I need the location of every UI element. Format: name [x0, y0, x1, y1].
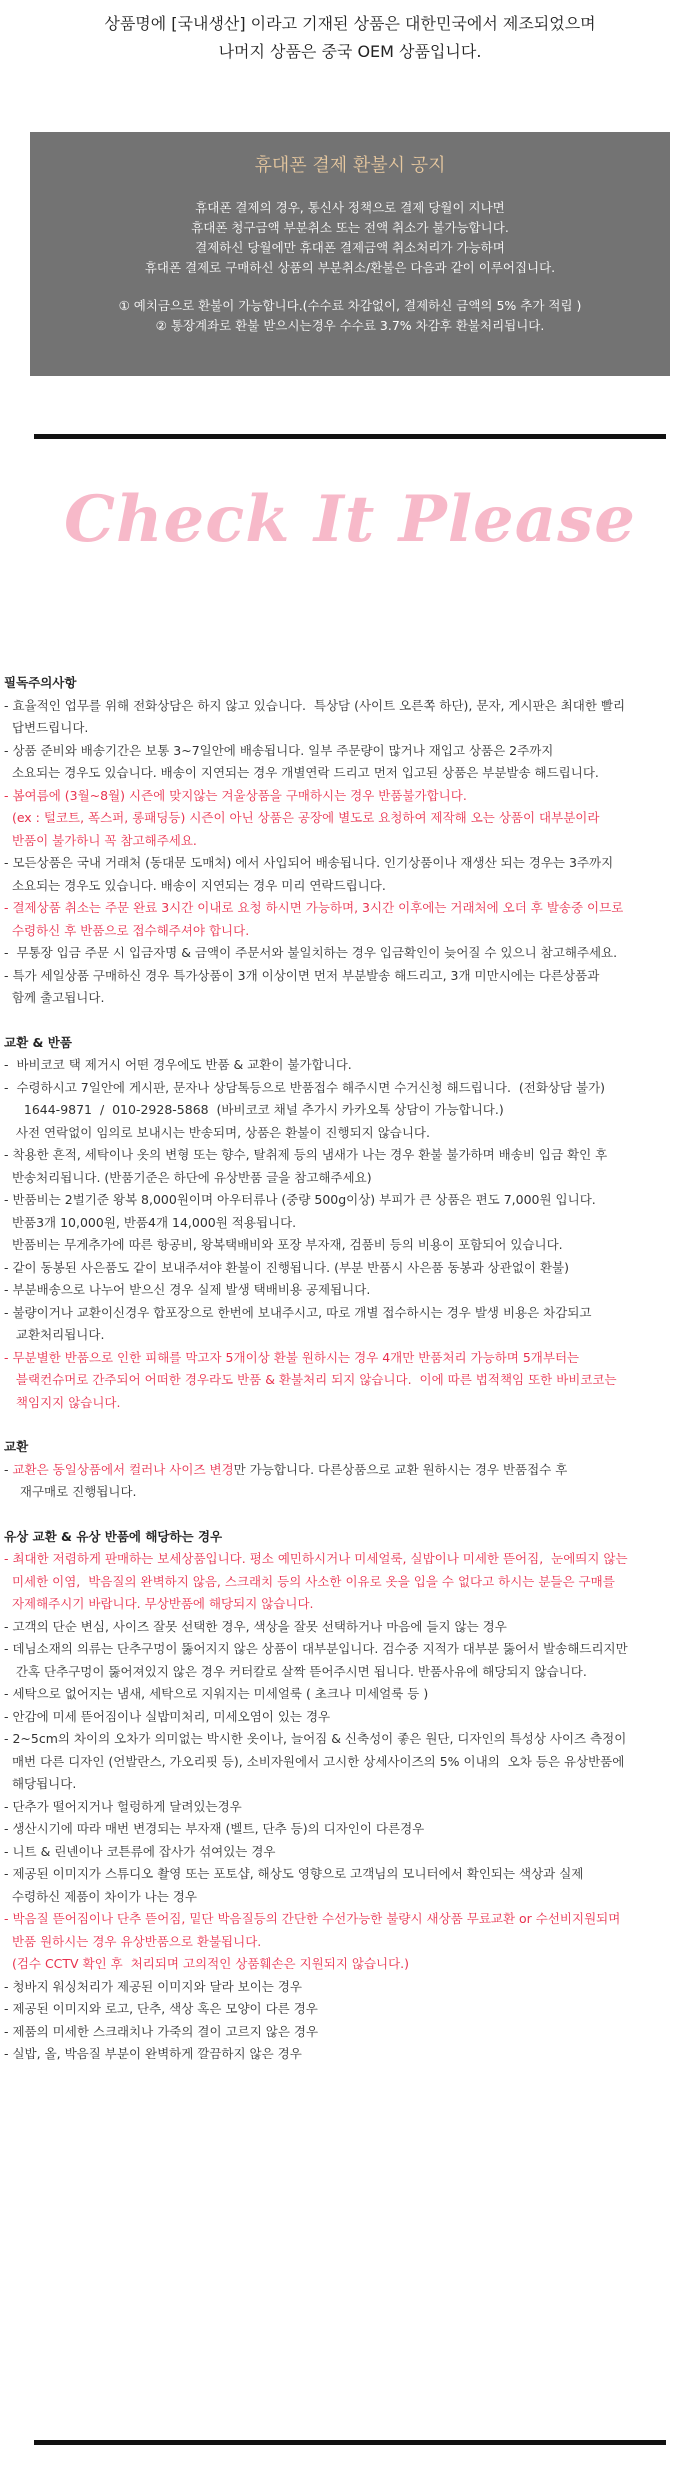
- policy-content: [4, 672, 684, 2066]
- exchange-return-section: [4, 1032, 684, 1415]
- divider-top: [34, 434, 666, 439]
- intro-notice: [0, 10, 700, 66]
- policy-line: - 착용한 흔적, 세탁이나 옷의 변형 또는 향수, 탈취제 등의 냄새가 나는 경우 환불 불가하며 배송비 입금 확인 후: [4, 1147, 608, 1162]
- policy-line: - 청바지 워싱처리가 제공된 이미지와 달라 보이는 경우: [4, 1978, 302, 1994]
- policy-line: 답변드립니다.: [4, 720, 89, 735]
- intro-line: 나머지 상품은 중국 OEM 상품입니다.: [218, 42, 482, 61]
- policy-line: 블랙컨슈머로 간주되어 어떠한 경우라도 반품 & 환불처리 되지 않습니다. 이에 따른 법적책임 또한 바비코코는: [4, 1372, 617, 1387]
- policy-line: - 상품 준비와 배송기간은 보통 3~7일안에 배송됩니다. 일부 주문량이 많거나 재입고 상품은 2주까지: [4, 742, 554, 758]
- policy-line: 소요되는 경우도 있습니다. 배송이 지연되는 경우 개별연락 드리고 먼저 입고된 상품은 부분발송 해드립니다.: [4, 765, 599, 780]
- policy-line: - 2~5cm의 차이의 오차가 의미없는 박시한 옷이나, 늘어짐 & 신축성이 좋은 원단, 디자인의 특성상 사이즈 측정이: [4, 1731, 627, 1746]
- caution-lines: [4, 695, 684, 1010]
- policy-line: 교환처리됩니다.: [4, 1327, 105, 1342]
- policy-line: - 모든상품은 국내 거래처 (동대문 도매처) 에서 사입되어 배송됩니다. 인기상품이나 재생산 되는 경우는 3주까지: [4, 855, 614, 870]
- payment-refund-notice-box: [30, 132, 670, 376]
- policy-line: - 반품비는 2벌기준 왕복 8,000원이며 아우터류나 (중량 500g이상) 부피가 큰 상품은 편도 7,000원 입니다.: [4, 1192, 596, 1207]
- policy-line: 사전 연락없이 임의로 보내시는 반송되며, 상품은 환불이 진행되지 않습니다.: [4, 1124, 430, 1140]
- policy-line: - 수령하시고 7일안에 게시판, 문자나 상담톡등으로 반품접수 해주시면 수거신청 해드립니다. (전화상담 불가): [4, 1079, 606, 1095]
- policy-line: - 바비코코 택 제거시 어떤 경우에도 반품 & 교환이 불가합니다.: [4, 1057, 352, 1072]
- exchange-return-lines: [4, 1054, 684, 1414]
- policy-line: - 결제상품 취소는 주문 완료 3시간 이내로 요청 하시면 가능하며, 3시간 이후에는 거래처에 오더 후 발송중 이므로: [4, 900, 624, 915]
- policy-line: - 니트 & 린넨이나 코튼류에 잡사가 섞여있는 경우: [4, 1843, 276, 1859]
- notice-title: 휴대폰 결제 환불시 공지: [254, 155, 446, 176]
- notice-item: ① 예치금으로 환불이 가능합니다.(수수료 차감없이, 결제하신 금액의 5% 추가 적립 ): [118, 298, 582, 313]
- check-it-please-heading: Check It Please: [64, 482, 636, 557]
- policy-line: - 무통장 입금 주문 시 입금자명 & 금액이 주문서와 불일치하는 경우 입금확인이 늦어질 수 있으니 참고해주세요.: [4, 945, 618, 960]
- policy-line: - 단추가 떨어지거나 헐렁하게 달려있는경우: [4, 1798, 242, 1814]
- policy-line: 간혹 단추구멍이 뚫어져있지 않은 경우 커터칼로 살짝 뜯어주시면 됩니다. 반품사유에 해당되지 않습니다.: [4, 1663, 587, 1679]
- policy-line: - 불량이거나 교환이신경우 합포장으로 한번에 보내주시고, 따로 개별 접수하시는 경우 발생 비용은 차감되고: [4, 1304, 592, 1320]
- policy-line: - 실밥, 올, 박음질 부분이 완벽하게 깔끔하지 않은 경우: [4, 2046, 302, 2061]
- intro-line: 상품명에 [국내생산] 이라고 기재된 상품은 대한민국에서 제조되었으며: [104, 14, 596, 33]
- policy-line: - 무분별한 반품으로 인한 피해를 막고자 5개이상 환불 원하시는 경우 4개만 반품처리 가능하며 5개부터는: [4, 1349, 580, 1365]
- policy-line: 매번 다른 디자인 (언발란스, 가오리핏 등), 소비자원에서 고시한 상세사이즈의 5% 이내의 오차 등은 유상반품에: [4, 1753, 625, 1769]
- policy-line: (ex : 털코트, 폭스퍼, 롱패딩등) 시즌이 아닌 상품은 공장에 별도로 요청하여 제작해 오는 상품이 대부분이라: [4, 810, 600, 825]
- notice-body-line: 휴대폰 결제의 경우, 통신사 정책으로 결제 당월이 지나면: [195, 200, 505, 215]
- policy-line: - 제공된 이미지와 로고, 단추, 색상 혹은 모양이 다른 경우: [4, 2001, 318, 2016]
- notice-item: ② 통장계좌로 환불 받으시는경우 수수료 3.7% 차감후 환불처리됩니다.: [155, 318, 545, 333]
- policy-line: - 부분배송으로 나누어 받으신 경우 실제 발생 택배비용 공제됩니다.: [4, 1282, 371, 1297]
- policy-line: 책임지지 않습니다.: [4, 1394, 121, 1410]
- policy-line: [4, 1459, 684, 1482]
- notice-body: [30, 198, 670, 278]
- exchange-lines: [4, 1459, 684, 1504]
- policy-line-part: 만 가능합니다. 다른상품으로 교환 원하시는 경우 반품접수 후: [233, 1461, 568, 1477]
- notice-body-line: 휴대폰 청구금액 부분취소 또는 전액 취소가 불가능합니다.: [191, 220, 509, 235]
- policy-line: 반품비는 무게추가에 따른 항공비, 왕복택배비와 포장 부자재, 검품비 등의 비용이 포함되어 있습니다.: [4, 1237, 563, 1252]
- policy-line: - 특가 세일상품 구매하신 경우 특가상품이 3개 이상이면 먼저 부분발송 해드리고, 3개 미만시에는 다른상품과: [4, 967, 600, 983]
- notice-items: [30, 296, 670, 336]
- policy-line: - 안감에 미세 뜯어짐이나 실밥미처리, 미세오염이 있는 경우: [4, 1708, 331, 1724]
- policy-line: - 봄여름에 (3월~8월) 시즌에 맞지않는 겨울상품을 구매하시는 경우 반품불가합니다.: [4, 787, 467, 803]
- policy-line: 반품 원하시는 경우 유상반품으로 환불됩니다.: [4, 1933, 262, 1949]
- policy-line: 1644-9871 / 010-2928-5868 (바비코코 채널 추가시 카카오톡 상담이 가능합니다.): [4, 1102, 504, 1117]
- policy-line: 자제해주시기 바랍니다. 무상반품에 해당되지 않습니다.: [4, 1596, 314, 1611]
- policy-line: 반품3개 10,000원, 반품4개 14,000원 적용됩니다.: [4, 1214, 297, 1230]
- policy-line: 반송처리됩니다. (반품기준은 하단에 유상반품 글을 참고해주세요): [4, 1169, 372, 1185]
- notice-body-line: 결제하신 당월에만 휴대폰 결제금액 취소처리가 가능하며: [195, 240, 505, 255]
- policy-line: 미세한 이염, 박음질의 완벽하지 않음, 스크래치 등의 사소한 이유로 옷을 입을 수 없다고 하시는 분들은 구매를: [4, 1573, 615, 1589]
- policy-line: 해당됩니다.: [4, 1776, 77, 1791]
- policy-line: 수령하신 후 반품으로 접수해주셔야 합니다.: [4, 922, 250, 938]
- policy-line: - 최대한 저렴하게 판매하는 보세상품입니다. 평소 예민하시거나 미세얼룩, 실밥이나 미세한 뜯어짐, 눈에띄지 않는: [4, 1551, 628, 1566]
- policy-line: 재구매로 진행됩니다.: [4, 1484, 137, 1499]
- policy-line: (검수 CCTV 확인 후 처리되며 고의적인 상품훼손은 지원되지 않습니다.): [4, 1956, 410, 1971]
- policy-line: 반품이 불가하니 꼭 참고해주세요.: [4, 832, 197, 848]
- divider-bottom: [34, 2440, 666, 2445]
- policy-line: - 제품의 미세한 스크래치나 가죽의 결이 고르지 않은 경우: [4, 2023, 319, 2039]
- policy-line: - 박음질 뜯어짐이나 단추 뜯어짐, 밑단 박음질등의 간단한 수선가능한 불량시 새상품 무료교환 or 수선비지원되며: [4, 1911, 621, 1926]
- policy-line: - 고객의 단순 변심, 사이즈 잘못 선택한 경우, 색상을 잘못 선택하거나 마음에 들지 않는 경우: [4, 1618, 507, 1634]
- exchange-return-title: 교환 & 반품: [4, 1034, 72, 1050]
- policy-line: - 생산시기에 따라 매번 변경되는 부자재 (벨트, 단추 등)의 디자인이 다른경우: [4, 1821, 425, 1836]
- policy-line-part: 교환은 동일상품에서 컬러나 사이즈 변경: [12, 1461, 234, 1477]
- notice-body-line: 휴대폰 결제로 구매하신 상품의 부분취소/환불은 다음과 같이 이루어집니다.: [144, 260, 556, 275]
- exchange-title: 교환: [4, 1439, 29, 1454]
- policy-line: 수령하신 제품이 차이가 나는 경우: [4, 1888, 197, 1904]
- caution-section: [4, 672, 684, 1010]
- policy-line: - 제공된 이미지가 스튜디오 촬영 또는 포토샵, 해상도 영향으로 고객님의 모니터에서 확인되는 색상과 실제: [4, 1866, 584, 1881]
- policy-line: - 데님소재의 의류는 단추구멍이 뚫어지지 않은 상품이 대부분입니다. 검수중 지적가 대부분 뚫어서 발송해드리지만: [4, 1641, 628, 1656]
- exchange-section: [4, 1436, 684, 1504]
- caution-title: 필독주의사항: [4, 675, 77, 690]
- policy-line: - 같이 동봉된 사은품도 같이 보내주셔야 환불이 진행됩니다. (부분 반품시 사은품 동봉과 상관없이 환불): [4, 1259, 569, 1275]
- paid-exchange-lines: [4, 1548, 684, 2066]
- paid-exchange-section: [4, 1526, 684, 2066]
- policy-line: 함께 출고됩니다.: [4, 990, 105, 1005]
- policy-line: - 세탁으로 없어지는 냄새, 세탁으로 지워지는 미세얼룩 ( 초크나 미세얼룩 등 ): [4, 1686, 429, 1701]
- policy-line: - 효율적인 업무를 위해 전화상담은 하지 않고 있습니다. 특상담 (사이트 오른쪽 하단), 문자, 게시판은 최대한 빨리: [4, 697, 626, 713]
- policy-line-part: -: [4, 1461, 13, 1477]
- policy-line: 소요되는 경우도 있습니다. 배송이 지연되는 경우 미리 연락드립니다.: [4, 877, 386, 893]
- paid-exchange-title: 유상 교환 & 유상 반품에 해당하는 경우: [4, 1528, 223, 1544]
